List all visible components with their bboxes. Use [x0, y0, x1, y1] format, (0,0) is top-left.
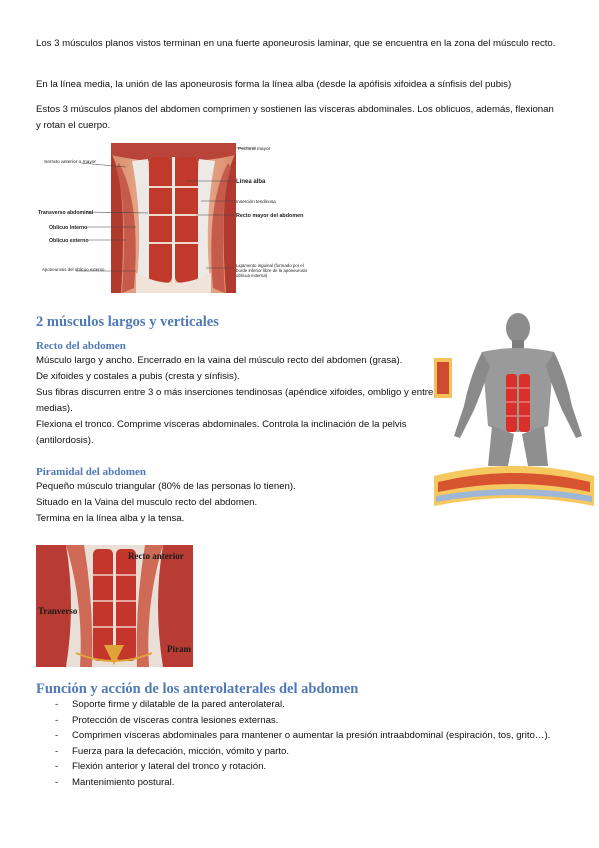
list-item [36, 713, 556, 729]
recto-line: Músculo largo y ancho. Encerrado en la vaina del músculo recto del abdomen (grasa). [36, 355, 403, 366]
list-item-text: Fuerza para la defecación, micción, vómito y parto. [72, 745, 290, 757]
list-item-text: Flexión anterior y lateral del tronco y rotación. [72, 761, 267, 773]
recto-line: Sus fibras discurren entre 3 o más inserciones tendinosas (apéndice xifoides, ombligo y entre medias). [36, 387, 434, 414]
abdominal-muscles-figure [36, 143, 312, 293]
bullet-marker: - [55, 776, 59, 788]
recto-line: Flexiona el tronco. Comprime vísceras abdominales. Controla la inclinación de la pelvis (antilordosis). [36, 419, 407, 446]
section-heading-largos: 2 músculos largos y verticales [36, 314, 219, 330]
label-piram: Piram [167, 644, 191, 654]
bullet-marker: - [55, 699, 59, 710]
list-item [36, 697, 556, 713]
function-list [36, 697, 556, 791]
label-recto-mayor: Recto mayor del abdomen [236, 213, 304, 219]
list-item-text: Soporte firme y dilatable de la pared anterolateral. [72, 699, 285, 710]
subheading-recto: Recto del abdomen [36, 340, 126, 352]
label-pectoral: Pectoral mayor [238, 147, 271, 152]
label-ligamento: Ligamento inguinal (formado por el borde inferior libre de la aponeurosis oblicua externa) [236, 263, 308, 279]
list-item-text: Comprimen vísceras abdominales para mantener o aumentar la presión intraabdominal (espiración, tos, grito…). [72, 730, 551, 742]
piramidal-text [36, 479, 436, 527]
piramidal-line: Pequeño músculo triangular (80% de las personas lo tienen). [36, 481, 296, 492]
label-oblicuo-interno: Oblicuo interno [49, 225, 88, 231]
label-aponeurosis: Aponeurosis del oblicuo externo [42, 267, 105, 272]
intro-paragraph-3: Estos 3 músculos planos del abdomen comprimen y sostienen las vísceras abdominales. Los oblicuos, además, flexionan y rotan el cuerpo. [36, 104, 554, 131]
label-serrato: Serrato anterior o mayor [44, 160, 96, 165]
rectus-body-figure [434, 306, 594, 516]
label-transverso: Transverso abdominal [38, 210, 94, 216]
label-tranverso: Tranverso [38, 606, 78, 616]
list-item [36, 759, 556, 775]
list-item-text: Mantenimiento postural. [72, 776, 175, 788]
recto-line: De xifoides y costales a pubis (cresta y sínfisis). [36, 371, 240, 382]
piramidal-figure [36, 545, 193, 667]
bullet-marker: - [55, 714, 59, 726]
label-linea-alba: Línea alba [236, 179, 266, 185]
label-recto-anterior: Recto anterior [128, 551, 184, 561]
bullet-marker: - [55, 761, 59, 773]
list-item [36, 744, 556, 760]
bullet-marker: - [55, 730, 59, 742]
piramidal-line: Situado en la Vaina del musculo recto del abdomen. [36, 497, 258, 508]
label-oblicuo-externo: Oblicuo externo [49, 238, 89, 244]
bullet-marker: - [55, 745, 59, 757]
piramidal-line: Termina en la línea alba y la tensa. [36, 513, 185, 524]
intro-paragraph-1: Los 3 músculos planos vistos terminan en una fuerte aponeurosis laminar, que se encuentra en la zona del músculo recto. [36, 38, 556, 49]
recto-text [36, 353, 436, 449]
section-heading-funcion: Función y acción de los anterolaterales del abdomen [36, 681, 359, 697]
list-item [36, 775, 556, 791]
subheading-piramidal: Piramidal del abdomen [36, 466, 147, 478]
list-item-text: Protección de vísceras contra lesiones externas. [72, 714, 279, 726]
label-insercion: Inserción tendinosa [236, 199, 276, 204]
list-item [36, 728, 556, 744]
intro-paragraph-2: En la línea media, la unión de las aponeurosis forma la línea alba (desde la apófisis xifoidea a sínfisis del pubis) [36, 79, 512, 90]
